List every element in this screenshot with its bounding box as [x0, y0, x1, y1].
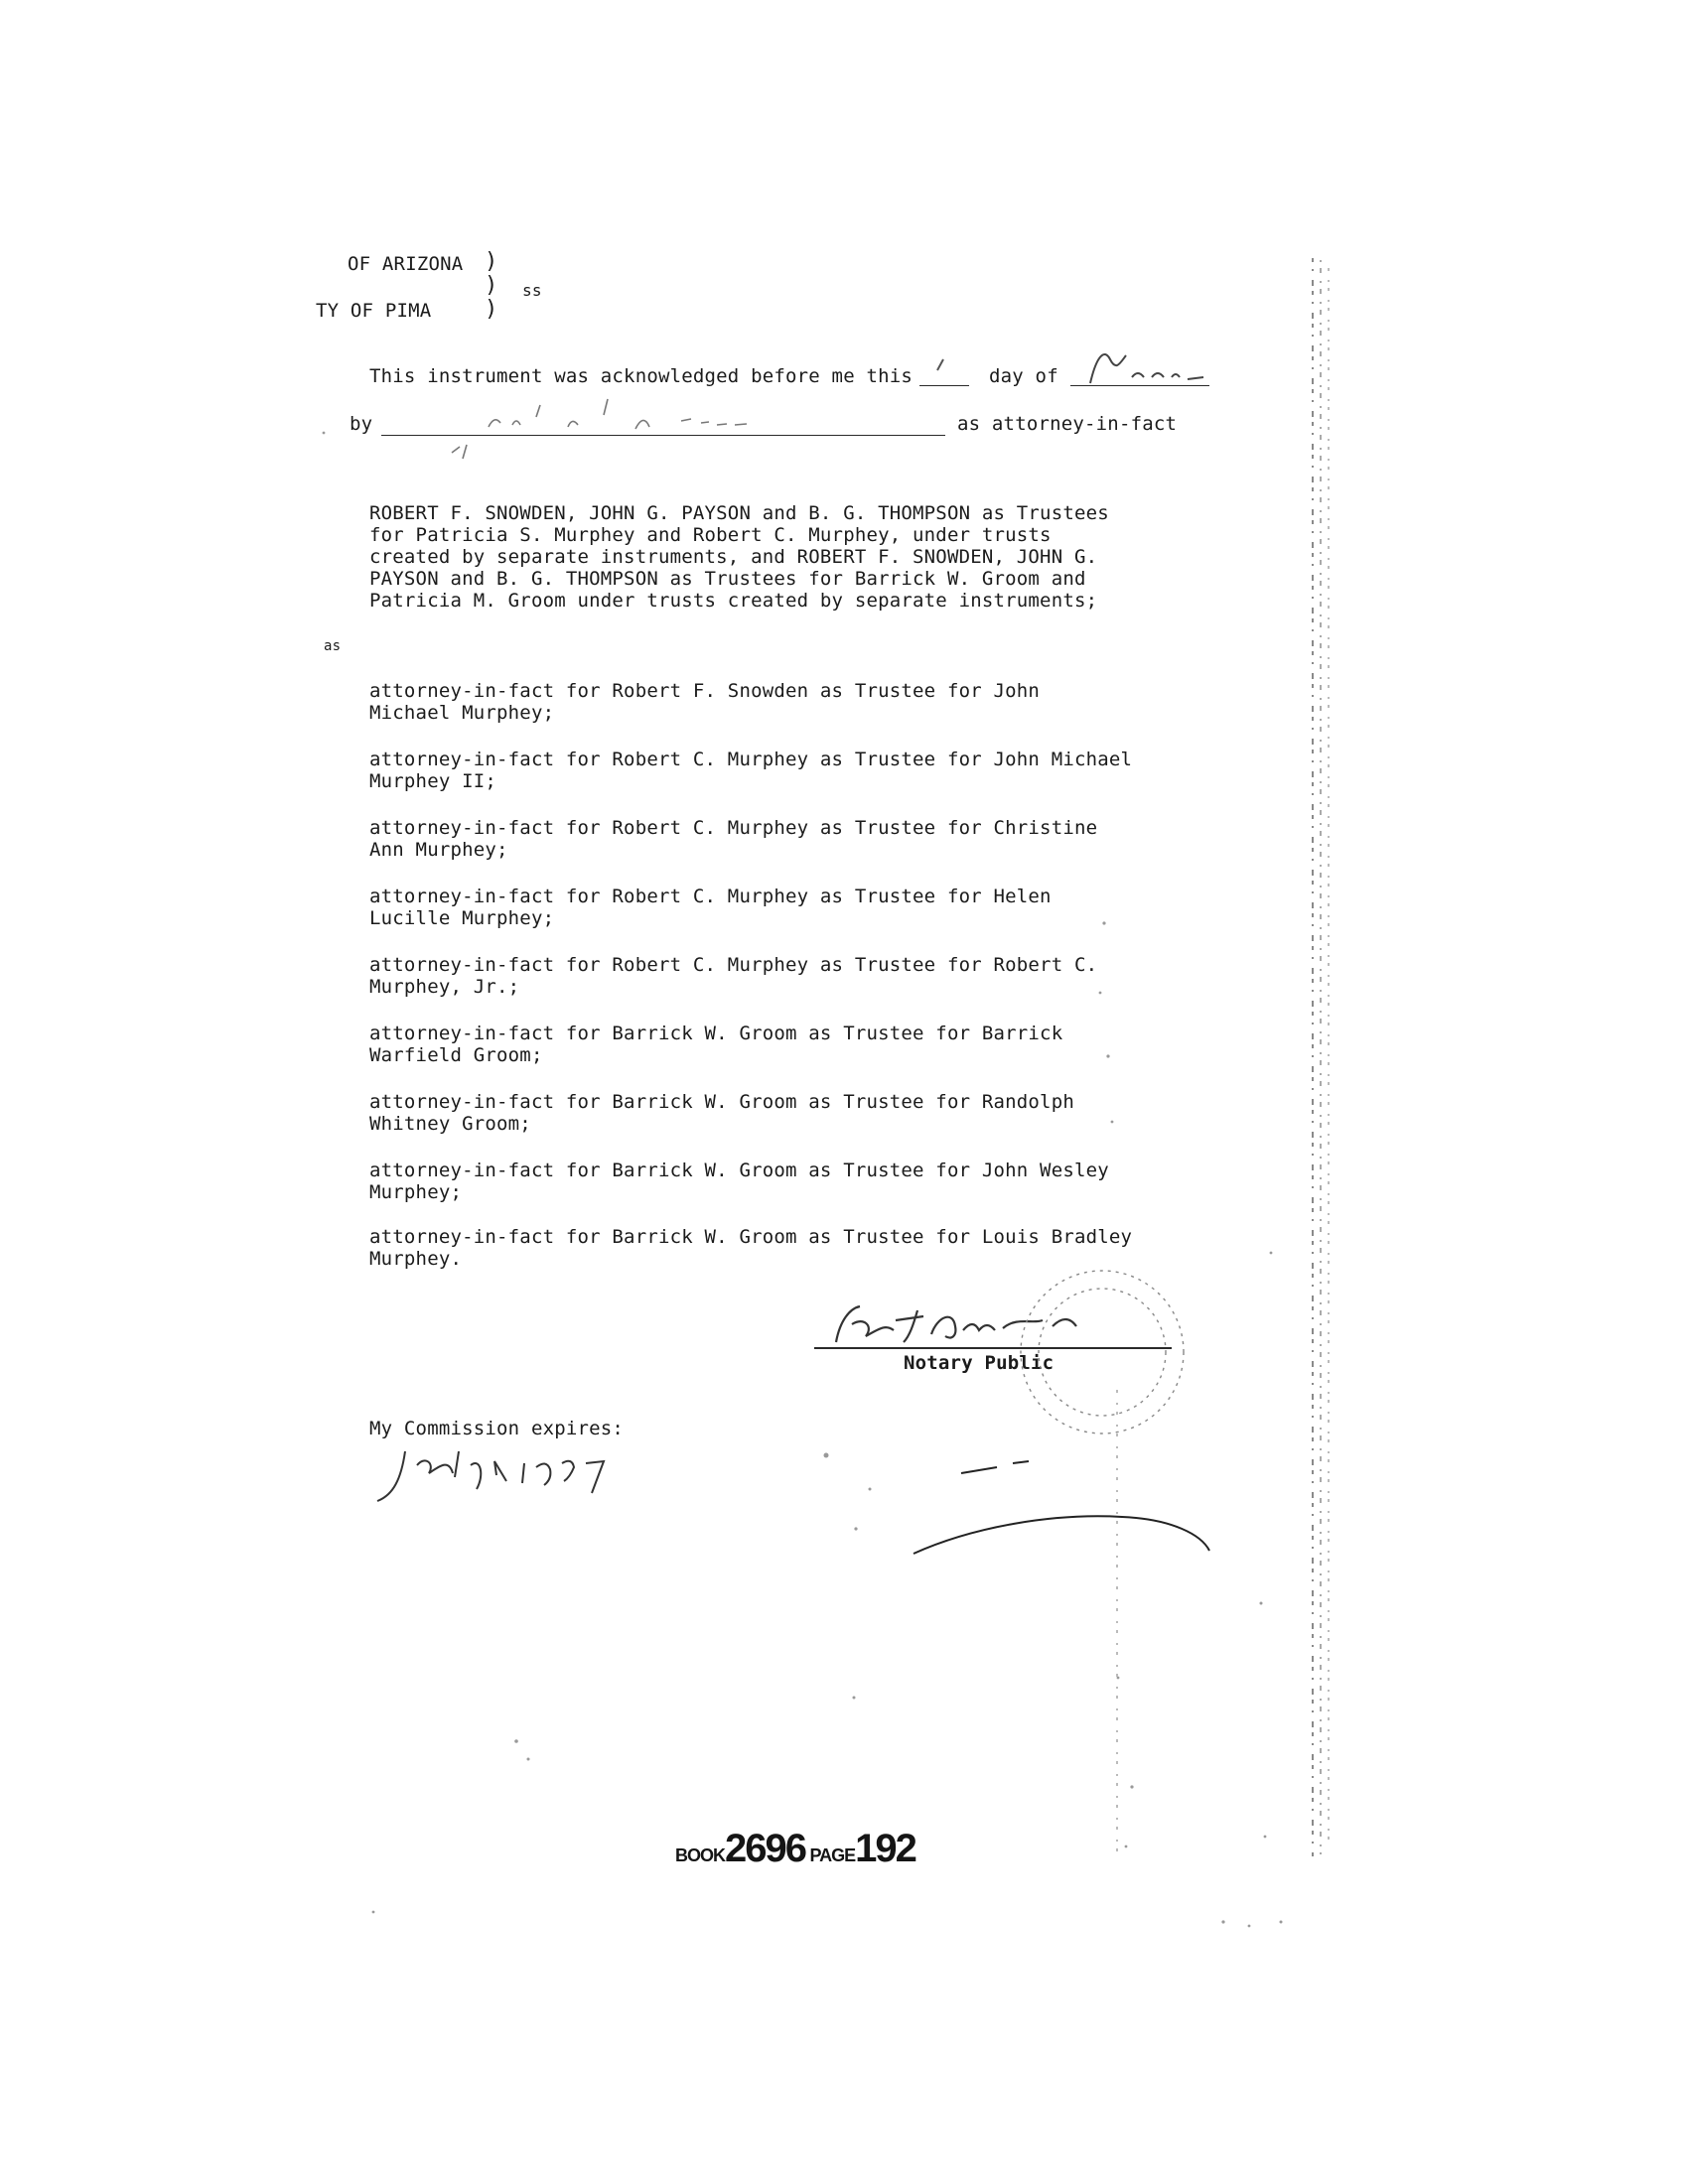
- as-label: as: [324, 638, 342, 654]
- entry-line: attorney-in-fact for Robert F. Snowden as Trustee for John: [369, 680, 1041, 702]
- venue-state: OF ARIZONA: [348, 253, 464, 275]
- commission-label: My Commission expires:: [369, 1418, 625, 1439]
- scribble-marks: [914, 1461, 1209, 1554]
- trustees-line: ROBERT F. SNOWDEN, JOHN G. PAYSON and B. G. THOMPSON as Trustees: [369, 502, 1109, 524]
- entry-line: attorney-in-fact for Barrick W. Groom as Trustee for Barrick: [369, 1023, 1063, 1044]
- entry-line: attorney-in-fact for Robert C. Murphey as Trustee for Christine: [369, 817, 1098, 839]
- entry-line: Murphey II;: [369, 770, 497, 792]
- entry-line: attorney-in-fact for Barrick W. Groom as Trustee for John Wesley: [369, 1160, 1109, 1181]
- entry-line: attorney-in-fact for Barrick W. Groom as Trustee for Randolph: [369, 1091, 1074, 1113]
- entry-line: attorney-in-fact for Robert C. Murphey as Trustee for Robert C.: [369, 954, 1098, 976]
- entry-line: Ann Murphey;: [369, 839, 508, 861]
- entry-line: Murphey.: [369, 1248, 463, 1270]
- scan-edge-noise: [1117, 258, 1329, 1856]
- commission-date-handwriting: [377, 1451, 604, 1501]
- trustees-line: PAYSON and B. G. THOMPSON as Trustees for Barrick W. Groom and: [369, 568, 1086, 590]
- day-of-label: day of: [989, 365, 1058, 387]
- entry-line: Murphey;: [369, 1181, 463, 1203]
- venue-brace: ) ) ): [485, 249, 498, 322]
- entry-line: Lucille Murphey;: [369, 907, 555, 929]
- acknowledgment-text: This instrument was acknowledged before me this: [369, 365, 914, 387]
- trustees-line: created by separate instruments, and ROBERT F. SNOWDEN, JOHN G.: [369, 546, 1098, 568]
- entry-line: attorney-in-fact for Robert C. Murphey as Trustee for Helen: [369, 886, 1052, 907]
- notary-public-label: Notary Public: [904, 1352, 1055, 1374]
- trustees-line: Patricia M. Groom under trusts created by separate instruments;: [369, 590, 1098, 612]
- entry-line: Warfield Groom;: [369, 1044, 543, 1066]
- book-number: 2696: [725, 1827, 805, 1870]
- handwritten-attorney-signature: [452, 399, 747, 459]
- entry-line: Whitney Groom;: [369, 1113, 531, 1135]
- recording-footer: [675, 1827, 915, 1871]
- book-label: BOOK: [675, 1845, 725, 1865]
- handwritten-day-mark: [937, 359, 943, 370]
- entry-line: Michael Murphey;: [369, 702, 555, 724]
- by-label: by: [350, 413, 373, 435]
- page-number: 192: [855, 1827, 915, 1870]
- trustees-line: for Patricia S. Murphey and Robert C. Murphey, under trusts: [369, 524, 1052, 546]
- venue-ss: ss: [522, 281, 542, 300]
- venue-county: TY OF PIMA: [316, 300, 432, 322]
- notary-seal-stamp: [1021, 1271, 1184, 1433]
- capacity-label: as attorney-in-fact: [957, 413, 1178, 435]
- entry-line: Murphey, Jr.;: [369, 976, 520, 998]
- entry-line: attorney-in-fact for Robert C. Murphey as Trustee for John Michael: [369, 749, 1133, 770]
- handwritten-month-signature: [1090, 354, 1203, 383]
- entry-line: attorney-in-fact for Barrick W. Groom as Trustee for Louis Bradley: [369, 1226, 1133, 1248]
- scan-specks: [323, 432, 1283, 1928]
- page-label: PAGE: [809, 1845, 856, 1865]
